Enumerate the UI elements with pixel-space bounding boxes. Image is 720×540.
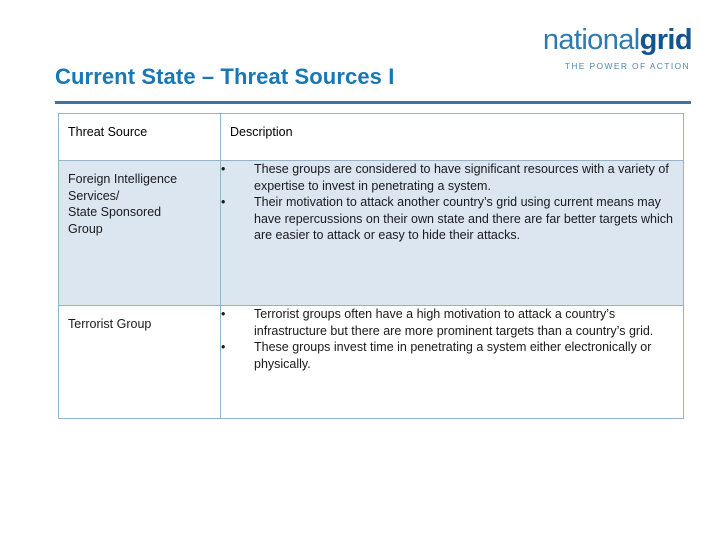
table-cell-description	[221, 306, 684, 419]
list-item	[221, 339, 683, 372]
threat-source-line: Foreign Intelligence	[68, 172, 178, 186]
description-bullet-list	[221, 161, 683, 244]
threat-source-line: Group	[68, 221, 103, 236]
bullet-icon: •	[221, 195, 226, 210]
table-cell-source	[59, 161, 221, 306]
table-row	[59, 306, 684, 419]
threat-source-line: State Sponsored	[68, 205, 162, 219]
table-header-row	[59, 114, 684, 161]
bullet-text: Their motivation to attack another country’s grid using current means may have repercussions on their own state and there are far better targets which are easier to attack or easy to hide their attacks.	[254, 195, 673, 243]
threat-sources-table	[58, 113, 684, 419]
bullet-icon: •	[221, 162, 226, 176]
list-item	[221, 306, 683, 339]
national-grid-logo	[543, 26, 692, 71]
logo-word-national: national	[542, 24, 640, 56]
bullet-text: These groups are considered to have significant resources with a variety of expertise to invest in penetrating a system.	[254, 162, 669, 193]
column-header-description: Description	[230, 125, 293, 139]
column-header-threat-source: Threat Source	[68, 125, 148, 139]
threat-source-label	[59, 161, 220, 247]
bullet-icon: •	[221, 307, 226, 321]
list-item	[221, 194, 683, 244]
threat-source-label	[59, 306, 220, 343]
bullet-icon: •	[221, 340, 226, 355]
table-header-cell-source	[59, 114, 221, 161]
table-header-cell-description	[221, 114, 684, 161]
logo-word-grid: grid	[639, 24, 692, 56]
bullet-text: Terrorist groups often have a high motivation to attack a country’s infrastructure but there are more prominent targets than a country’s grid.	[254, 307, 654, 338]
table-cell-description	[221, 161, 684, 306]
list-item	[221, 161, 683, 194]
logo-tagline: THE POWER OF ACTION	[564, 61, 690, 71]
threat-source-line: Services/	[68, 188, 120, 203]
table-cell-source	[59, 306, 221, 419]
bullet-text: These groups invest time in penetrating a system either electronically or physically.	[254, 340, 652, 371]
page-title: Current State – Threat Sources I	[55, 64, 395, 89]
table-row	[59, 161, 684, 306]
description-bullet-list	[221, 306, 683, 372]
threat-source-line: Terrorist Group	[68, 317, 152, 331]
logo-wordmark	[543, 26, 692, 55]
title-divider	[55, 101, 691, 104]
